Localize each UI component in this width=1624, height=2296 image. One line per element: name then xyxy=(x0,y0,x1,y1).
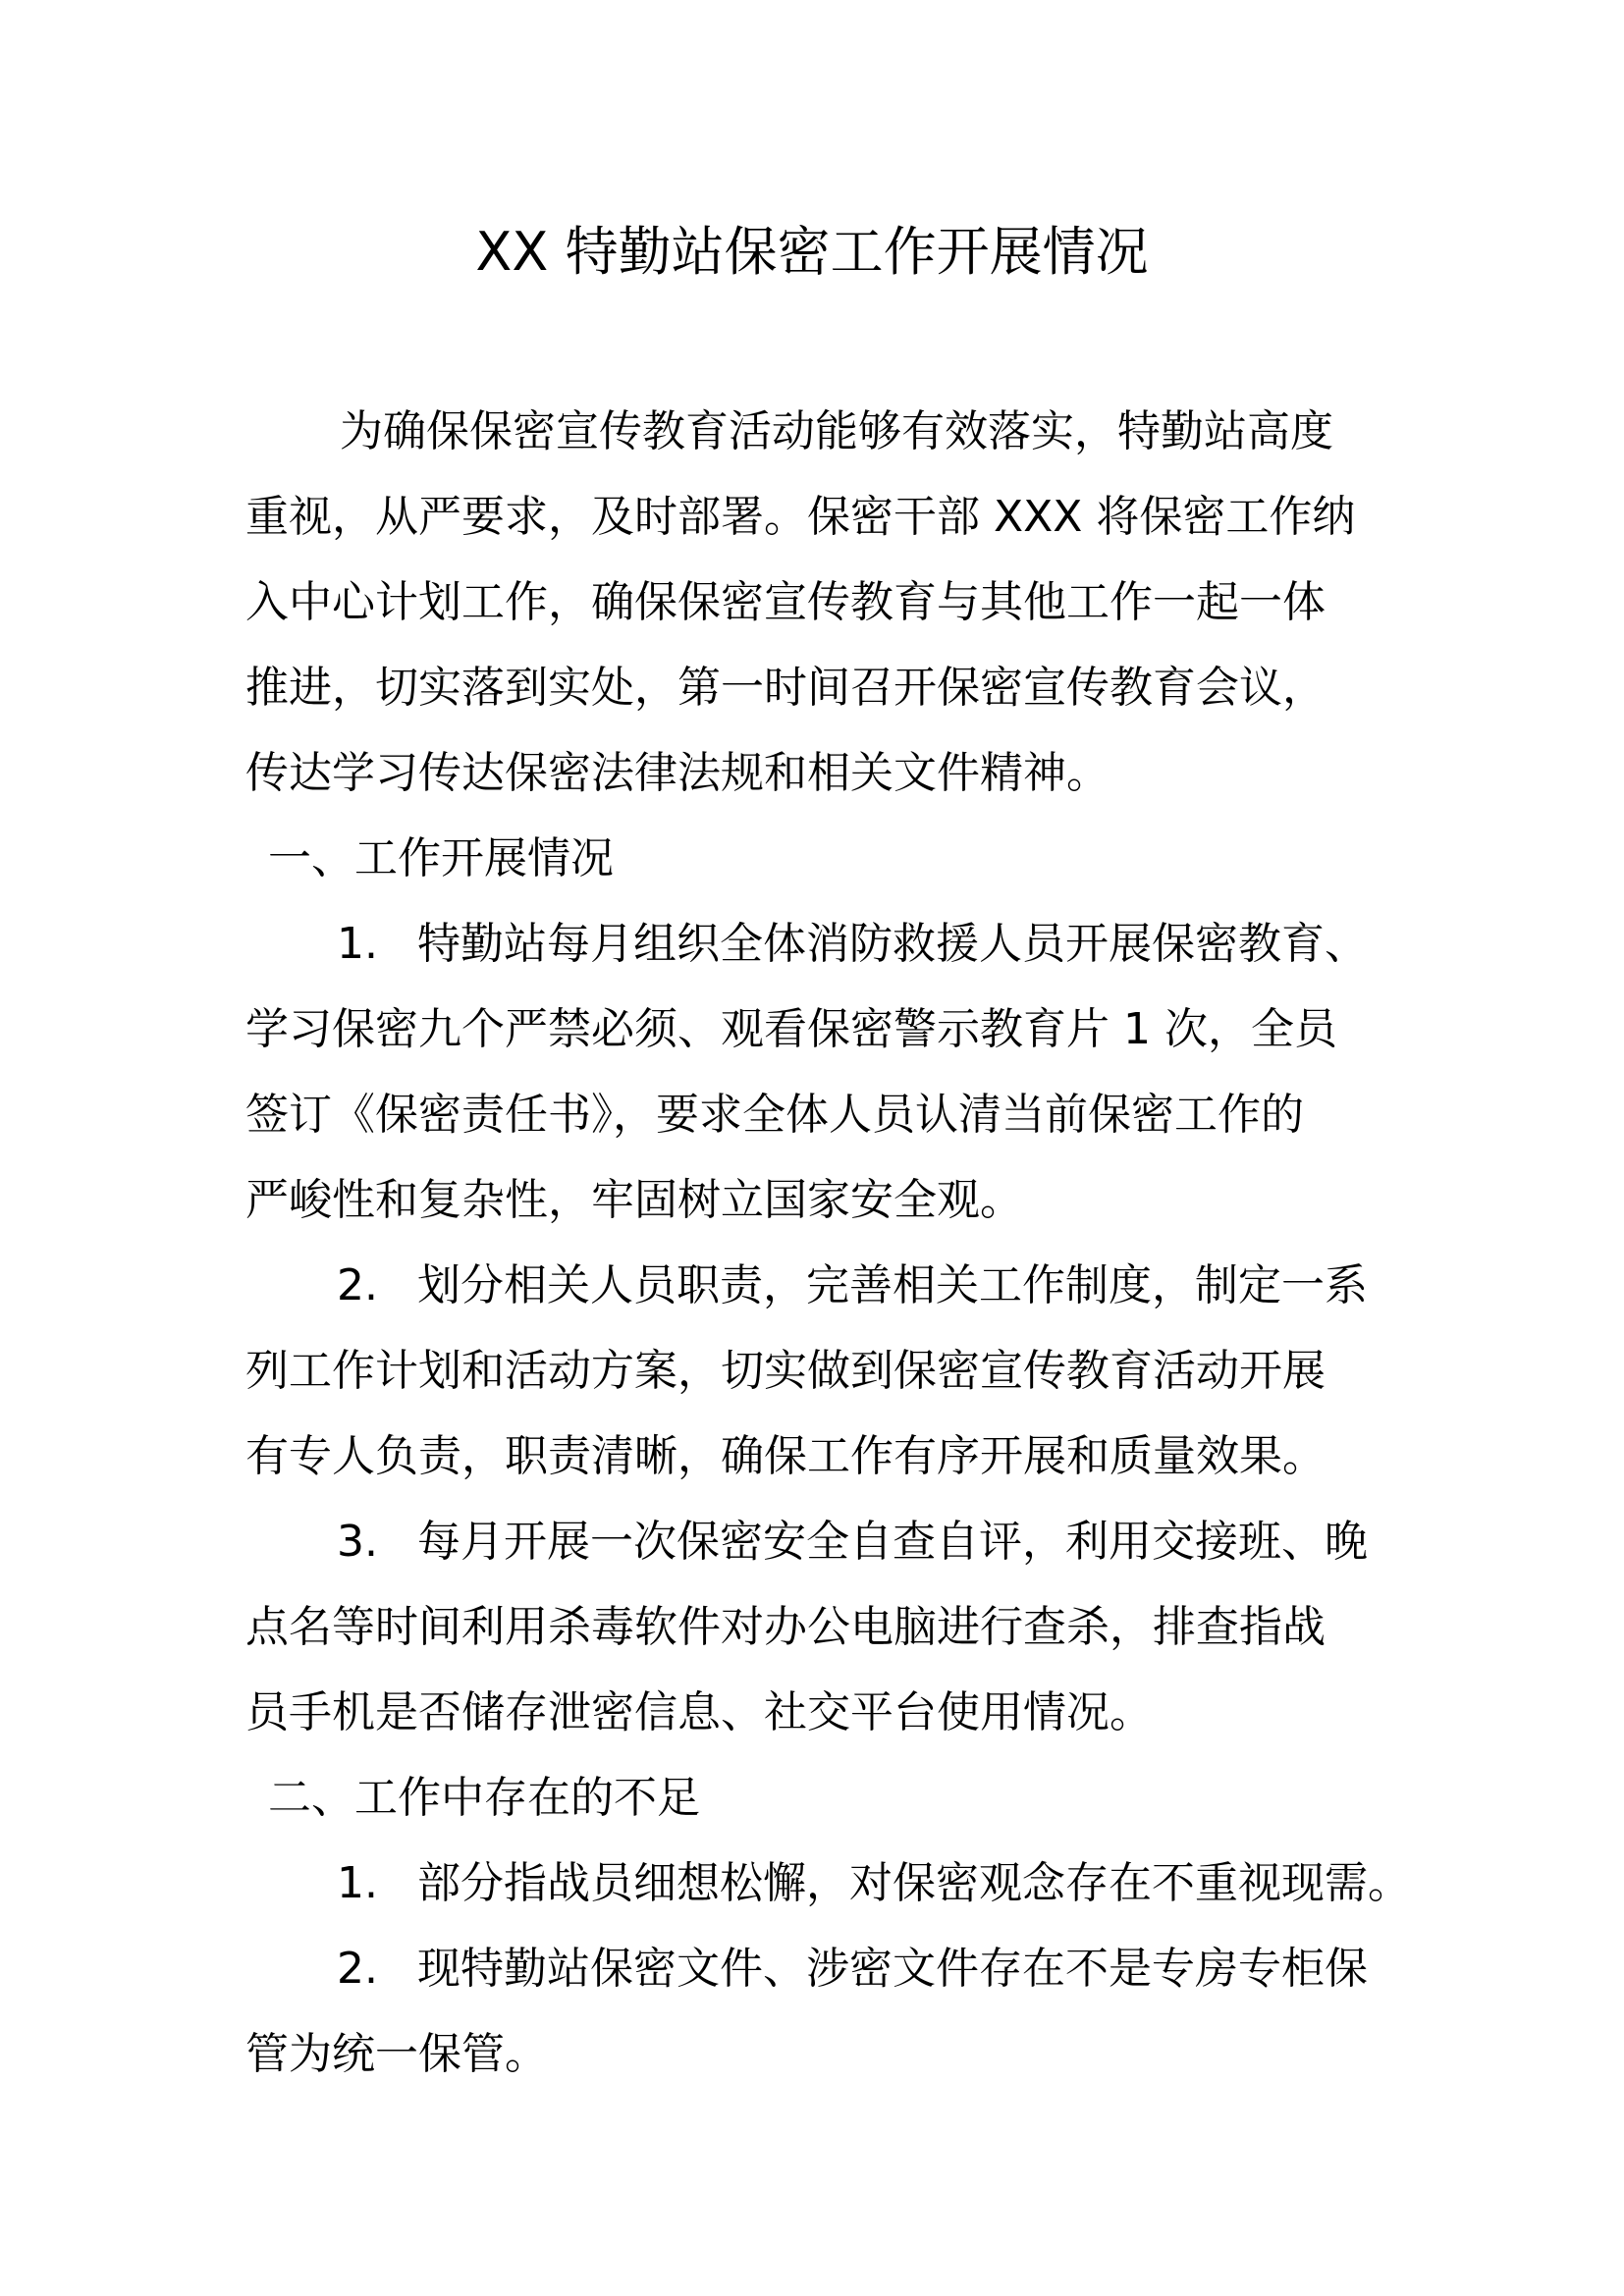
item-text: 每月开展一次保密安全自查自评，利用交接班、晚 xyxy=(417,1517,1368,1567)
list-item-first-line xyxy=(337,1854,1411,1913)
item-text: 划分相关人员职责，完善相关工作制度，制定一系 xyxy=(417,1260,1368,1310)
list-item-line: 签订《保密责任书》，要求全体人员认清当前保密工作的 xyxy=(245,1090,1304,1140)
item-number: 2. xyxy=(337,1260,378,1310)
intro-line: 重视，从严要求，及时部署。保密干部 XXX 将保密工作纳 xyxy=(245,492,1356,542)
document-title: XX 特勤站保密工作开展情况 xyxy=(475,221,1149,283)
intro-line: 为确保保密宣传教育活动能够有效落实，特勤站高度 xyxy=(340,406,1333,456)
list-item-line: 有专人负责，职责清晰，确保工作有序开展和质量效果。 xyxy=(245,1431,1326,1481)
list-item-line: 管为统一保管。 xyxy=(245,2029,548,2079)
list-item-line: 点名等时间利用杀毒软件对办公电脑进行查杀，排查指战 xyxy=(245,1602,1326,1652)
item-text: 特勤站每月组织全体消防救援人员开展保密教育、 xyxy=(417,919,1368,969)
list-item-line: 列工作计划和活动方案，切实做到保密宣传教育活动开展 xyxy=(245,1346,1326,1396)
list-item-first-line xyxy=(337,915,1368,974)
list-item-first-line xyxy=(337,1256,1368,1315)
list-item-line: 员手机是否储存泄密信息、社交平台使用情况。 xyxy=(245,1687,1153,1737)
section-heading-1: 一、工作开展情况 xyxy=(268,833,614,883)
item-number: 2. xyxy=(337,1944,378,1994)
list-item-first-line xyxy=(337,1940,1368,1999)
intro-line: 传达学习传达保密法律法规和相关文件精神。 xyxy=(245,748,1110,798)
item-number: 1. xyxy=(337,919,378,969)
section-heading-2: 二、工作中存在的不足 xyxy=(268,1773,700,1823)
list-item-first-line xyxy=(337,1513,1368,1572)
item-text: 部分指战员细想松懈，对保密观念存在不重视现需。 xyxy=(417,1858,1411,1908)
list-item-line: 严峻性和复杂性，牢固树立国家安全观。 xyxy=(245,1175,1023,1225)
item-number: 3. xyxy=(337,1517,378,1567)
item-number: 1. xyxy=(337,1858,378,1908)
item-text: 现特勤站保密文件、涉密文件存在不是专房专柜保 xyxy=(417,1944,1368,1994)
intro-line: 入中心计划工作，确保保密宣传教育与其他工作一起一体 xyxy=(245,577,1326,627)
list-item-line: 学习保密九个严禁必须、观看保密警示教育片 1 次，全员 xyxy=(245,1004,1337,1054)
intro-line: 推进，切实落到实处，第一时间召开保密宣传教育会议， xyxy=(245,663,1326,713)
